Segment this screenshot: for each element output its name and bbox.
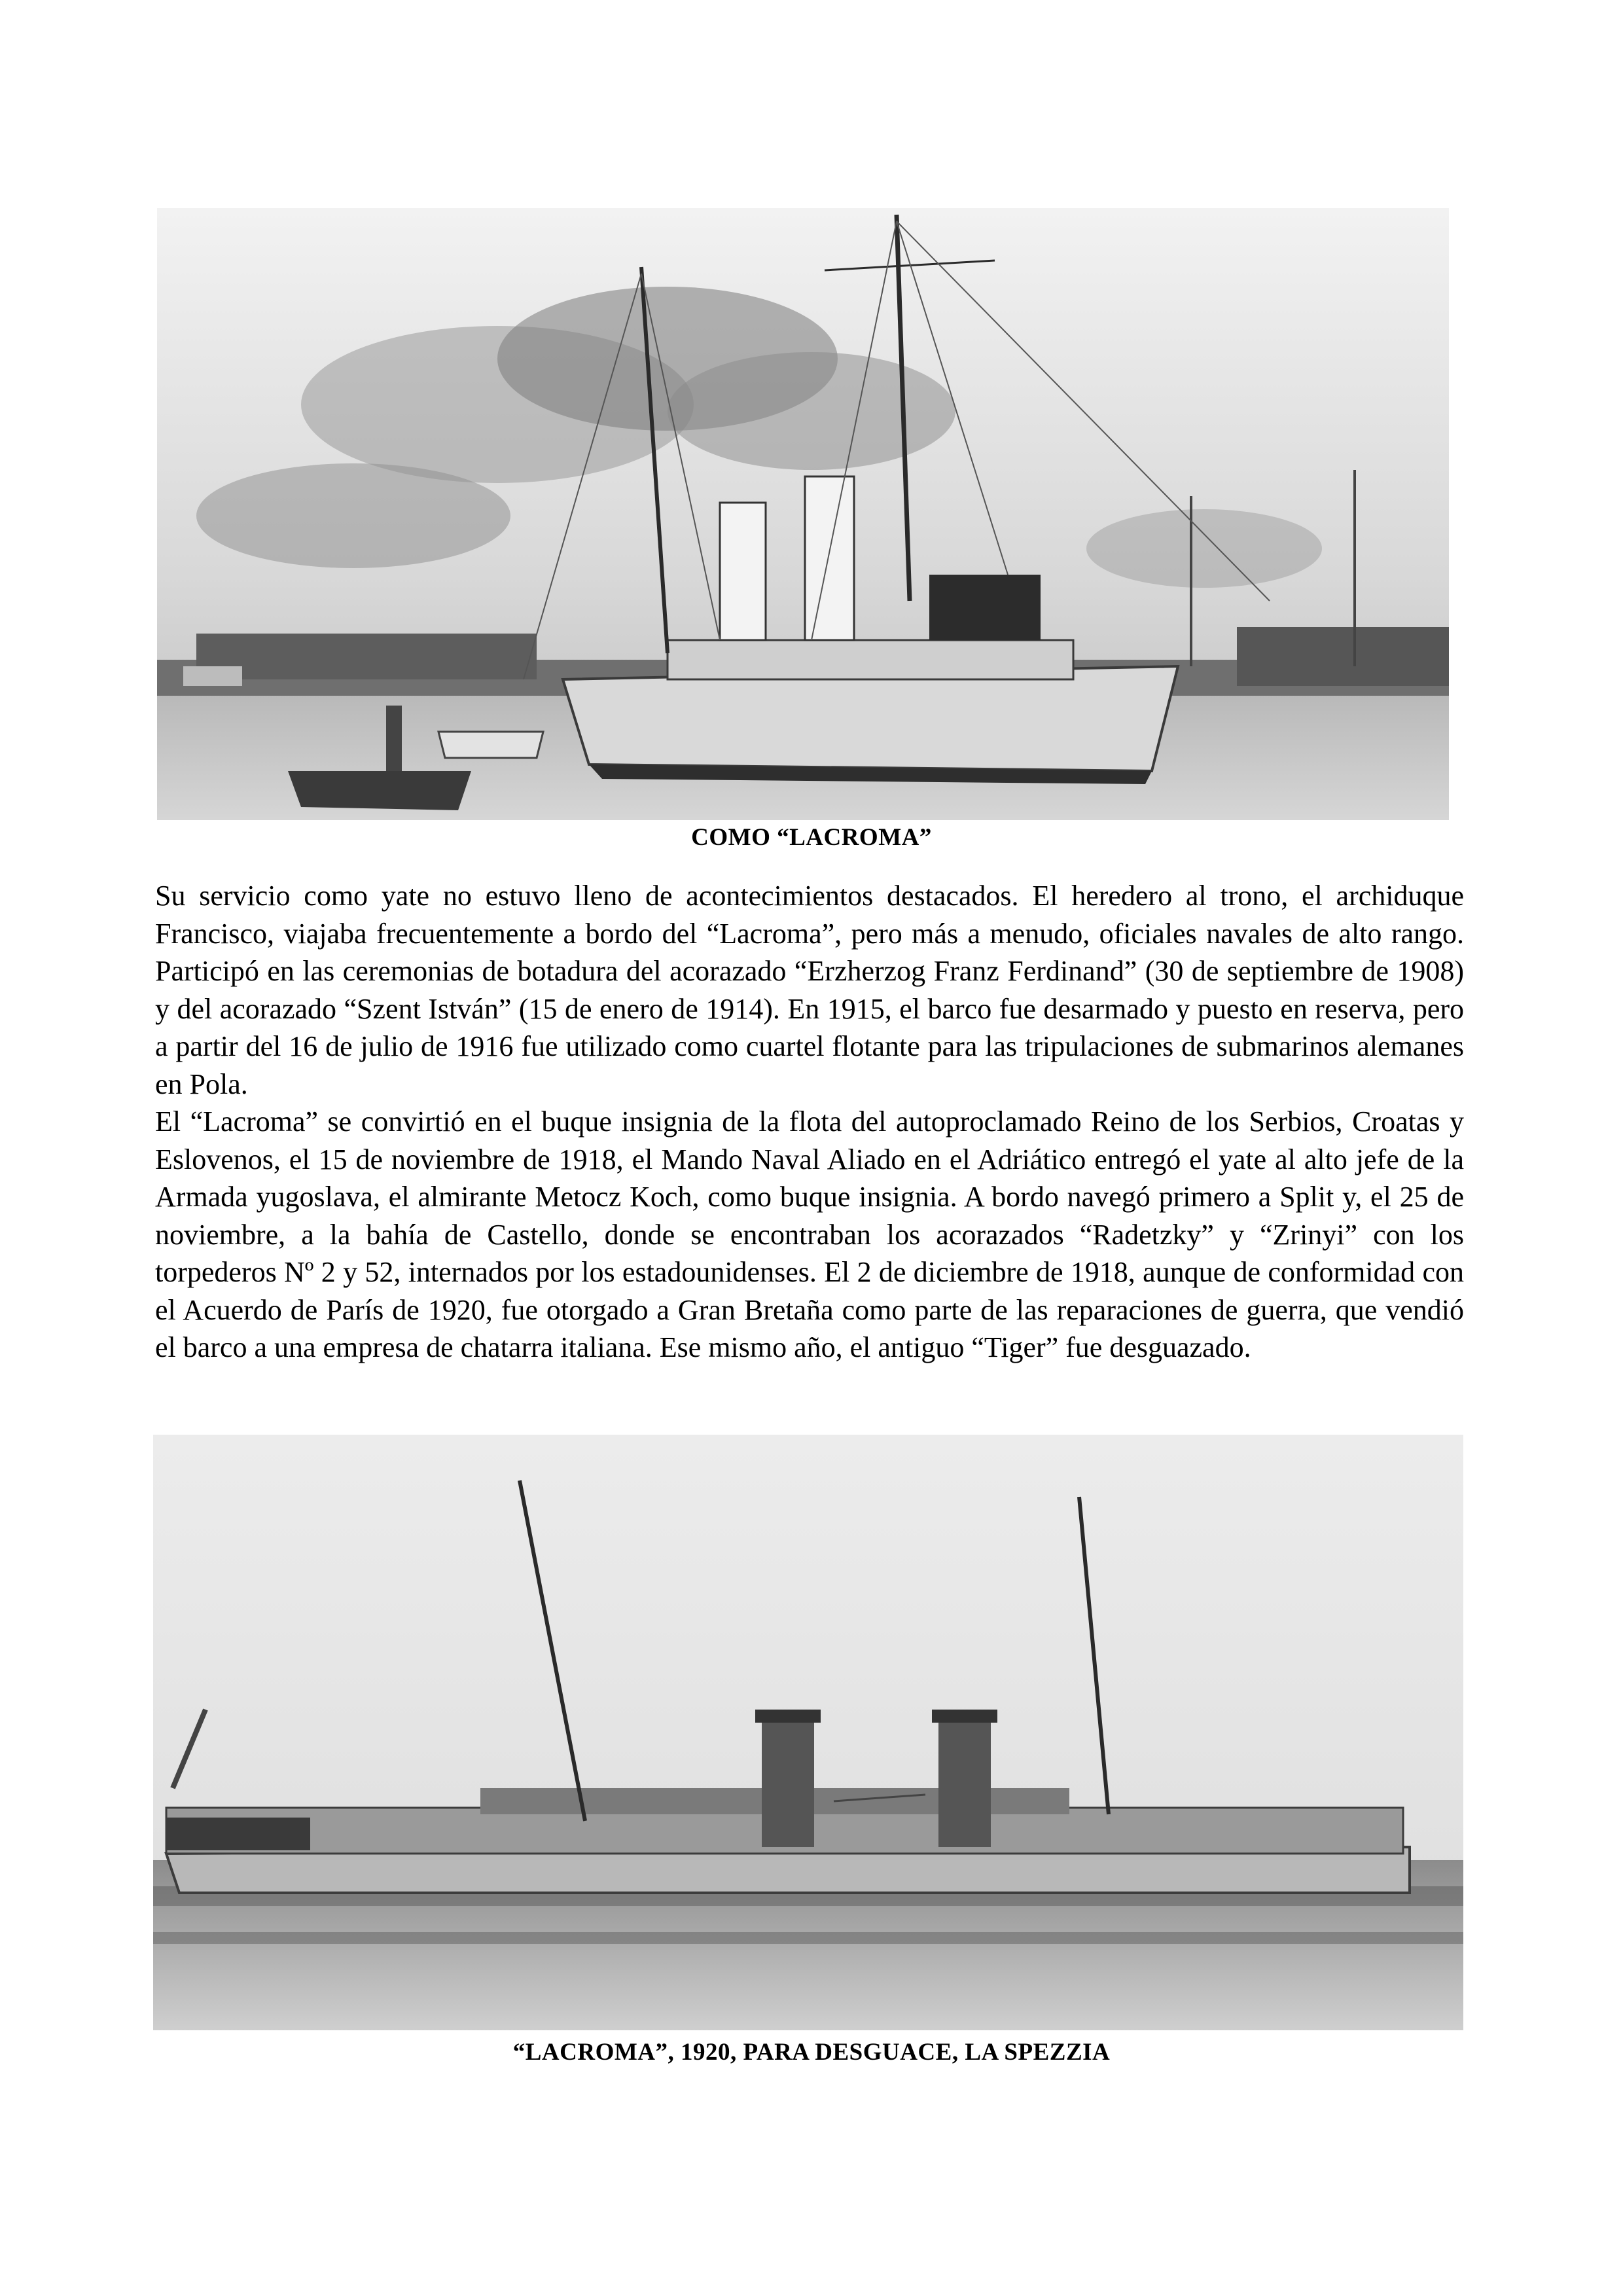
paragraph-1: Su servicio como yate no estuvo lleno de acontecimientos destacados. El heredero al trono, el archiduque Francisco, viajaba frecuentemente a bordo del “Lacroma”, pero más a menudo, oficiales navales de alto rango. Participó en las ceremonias de botadura del acorazado “Erzherzog Franz Ferdinand” (30 de septiembre de 1908) y del acorazado “Szent István” (15 de enero de 1914). En 1915, el barco fue desarmado y puesto en reserva, pero a partir del 16 de julio de 1916 fue utilizado como cuartel flotante para las tripulaciones de submarinos alemanes en Pola. xyxy=(155,880,1464,1100)
paragraph-2: El “Lacroma” se convirtió en el buque insignia de la flota del autoproclamado Reino de los Serbios, Croatas y Eslovenos, el 15 de noviembre de 1918, el Mando Naval Aliado en el Adriático entregó el yate al alto jefe de la Armada yugoslava, el almirante Metocz Koch, como buque insignia. A bordo navegó primero a Split y, el 25 de noviembre, a la bahía de Castello, donde se encontraban los acorazados “Radetzky” y “Zrinyi” con los torpederos Nº 2 y 52, internados por los estadounidenses. El 2 de diciembre de 1918, aunque de conformidad con el Acuerdo de París de 1920, fue otorgado a Gran Bretaña como parte de las reparaciones de guerra, que vendió el barco a una empresa de chatarra italiana. Ese mismo año, el antiguo “Tiger” fue desguazado. xyxy=(155,1105,1464,1363)
body-text xyxy=(155,877,1464,1367)
photo-lacroma-harbor xyxy=(157,208,1449,820)
photo-lacroma-scrapping xyxy=(153,1435,1463,2030)
photo-caption-1: COMO “LACROMA” xyxy=(691,824,932,851)
ship-photo-illustration-2 xyxy=(153,1435,1463,2030)
photo-caption-2: “LACROMA”, 1920, PARA DESGUACE, LA SPEZZIA xyxy=(512,2039,1111,2066)
ship-photo-illustration xyxy=(157,208,1449,820)
